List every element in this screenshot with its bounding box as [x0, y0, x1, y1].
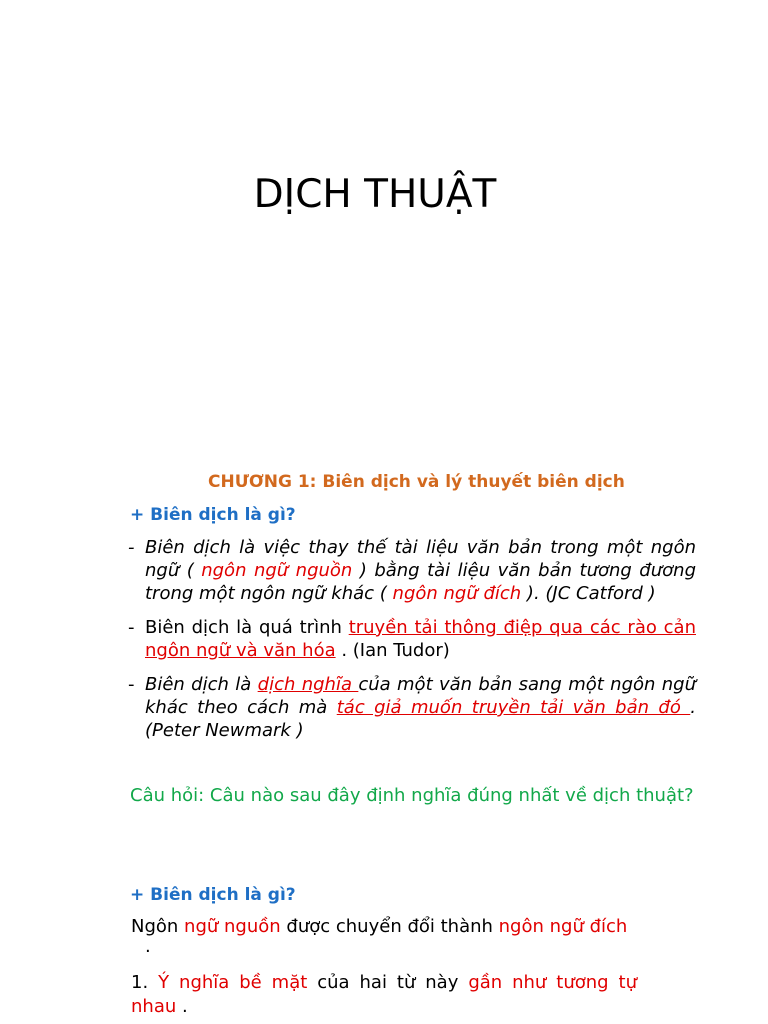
highlight-term: ngữ nguồn [184, 916, 281, 937]
highlight-term: ngôn ngữ đích [498, 916, 628, 937]
highlight-term: Ý nghĩa bề mặt [158, 972, 308, 993]
text-run: Biên dịch là quá trình [145, 617, 349, 638]
text-run: Ngôn [131, 916, 185, 937]
text-run: của một văn bản sang một ngôn ngữ khác theo cách mà [145, 674, 696, 718]
numbered-item [131, 971, 637, 1019]
text-run: . [176, 996, 188, 1017]
highlight-term: ngôn ngữ đích [392, 583, 522, 604]
section-subheading: + Biên dịch là gì? [130, 885, 296, 905]
underlined-phrase: dịch nghĩa [257, 674, 359, 695]
text-run: được chuyển đổi thành [280, 916, 499, 937]
document-title: DỊCH THUẬT [253, 172, 497, 217]
text-run: ) bằng tài liệu văn bản tương đương trong một ngôn ngữ khác ( [145, 560, 696, 604]
list-marker: - [128, 537, 135, 558]
text-run: Biên dịch là việc thay thế tài liệu văn bản trong một ngôn ngữ ( [145, 537, 696, 581]
item-number: 1. [131, 972, 149, 993]
highlight-term: ngôn ngữ nguồn [201, 560, 353, 581]
text-run: . (Ian Tudor) [335, 640, 450, 661]
text-run: . (Peter Newmark ) [145, 697, 696, 741]
sentence-period: . [145, 936, 151, 957]
text-run: ). (JC Catford ) [521, 583, 656, 604]
list-marker: - [128, 617, 135, 638]
question-text: Câu hỏi: Câu nào sau đây định nghĩa đúng nhất về dịch thuật? [130, 785, 694, 806]
chapter-heading: CHƯƠNG 1: Biên dịch và lý thuyết biên dịch [208, 472, 625, 492]
definition-text [145, 616, 696, 662]
underlined-phrase: truyền tải thông điệp qua các rào cản ngôn ngữ và văn hóa [145, 617, 696, 661]
underlined-phrase: tác giả muốn truyền tải văn bản đó [336, 697, 691, 718]
text-run: Biên dịch là [145, 674, 258, 695]
list-marker: - [128, 674, 135, 695]
definition-text [145, 673, 696, 742]
definition-item [128, 616, 696, 662]
section-subheading: + Biên dịch là gì? [130, 505, 296, 525]
highlight-term: gần như tương tự nhau [131, 972, 637, 1017]
definition-item [128, 673, 696, 742]
definition-text [145, 536, 696, 605]
summary-sentence [131, 915, 627, 939]
text-run: của hai từ này [307, 972, 469, 993]
definition-item [128, 536, 696, 605]
